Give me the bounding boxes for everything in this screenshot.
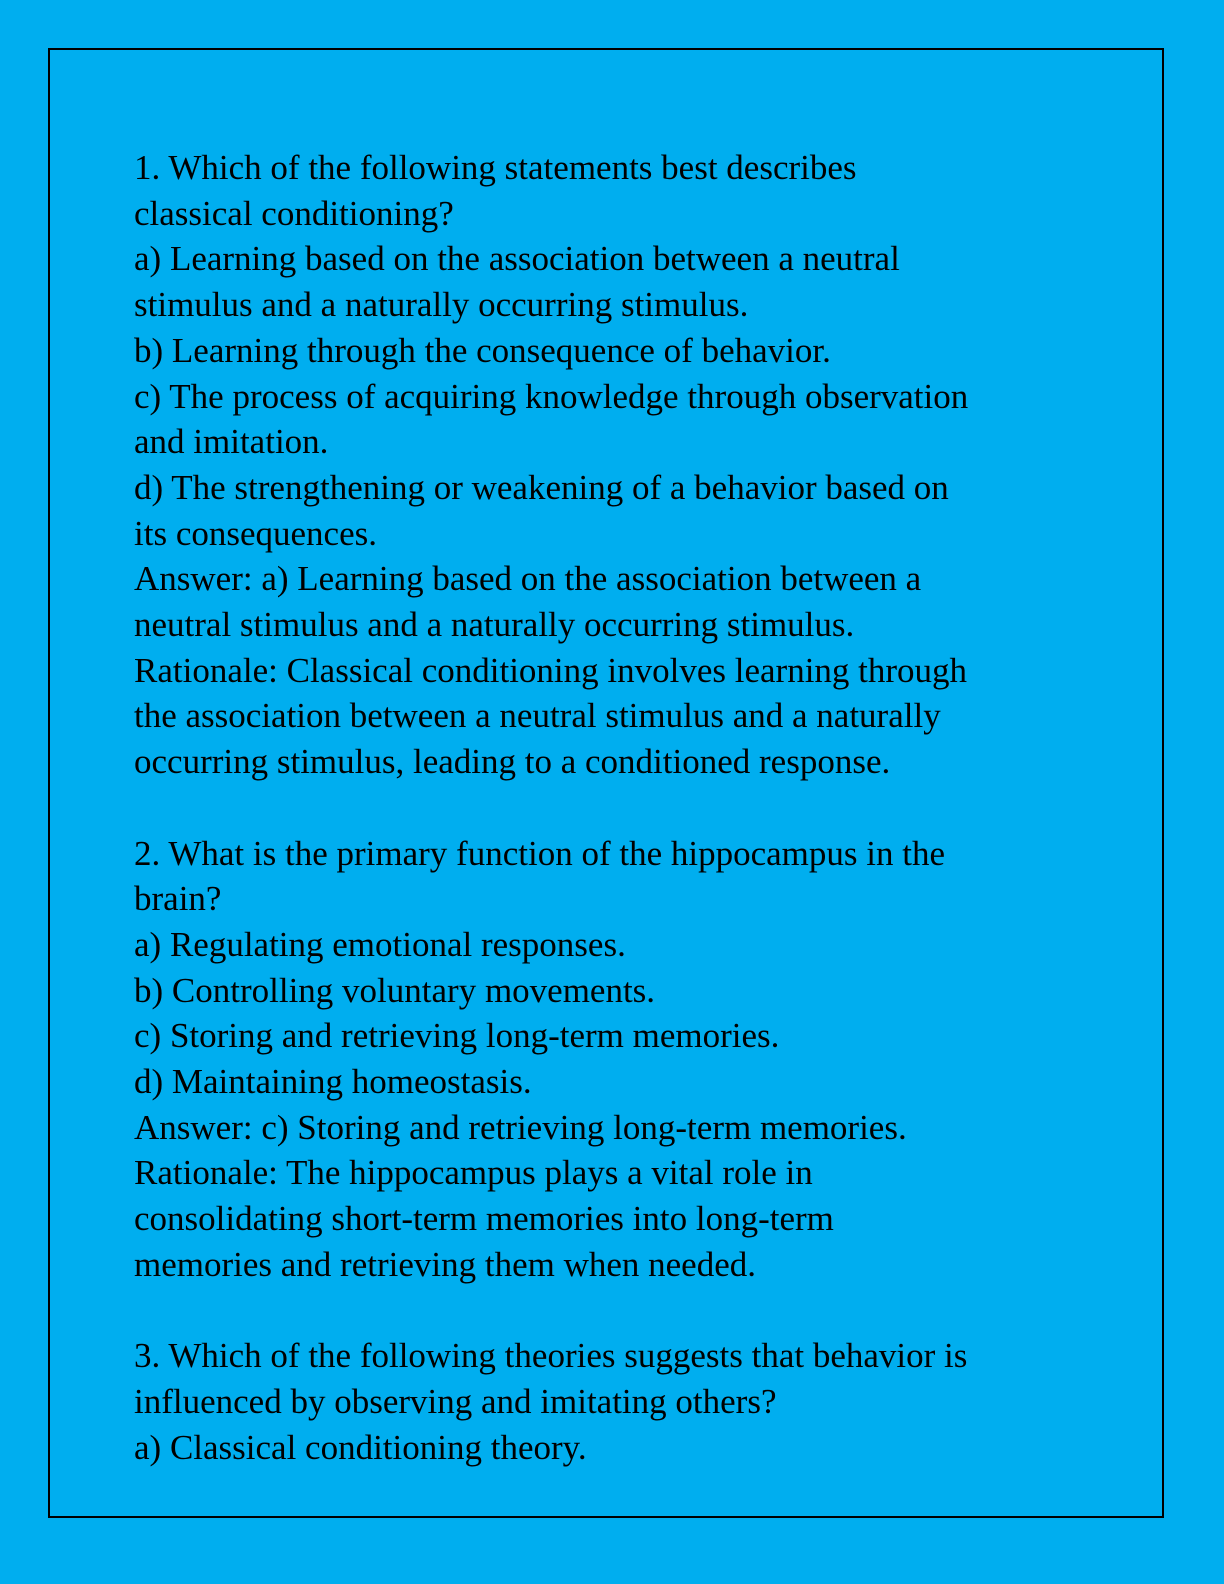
- option-d-text: d) Maintaining homeostasis.: [134, 1062, 532, 1102]
- option-d-text: its consequences.: [134, 513, 377, 553]
- question-1-text: 1. Which of the following statements best describes: [134, 148, 857, 187]
- question-1-text: classical conditioning?: [134, 193, 454, 233]
- answer-text: neutral stimulus and a naturally occurring stimulus.: [134, 605, 855, 645]
- question-3-text: influenced by observing and imitating others?: [134, 1381, 777, 1421]
- quiz-content: [134, 145, 1094, 1470]
- option-a-text: a) Classical conditioning theory.: [134, 1427, 587, 1467]
- option-c-text: c) Storing and retrieving long-term memories.: [134, 1016, 780, 1056]
- option-d-text: d) The strengthening or weakening of a behavior based on: [134, 467, 949, 507]
- option-a-text: stimulus and a naturally occurring stimulus.: [134, 285, 749, 325]
- answer-text: Answer: a) Learning based on the association between a: [134, 559, 922, 599]
- question-3-text: 3. Which of the following theories suggests that behavior is: [134, 1336, 968, 1376]
- rationale-text: Rationale: The hippocampus plays a vital role in: [134, 1153, 813, 1193]
- rationale-text: consolidating short-term memories into long-term: [134, 1199, 834, 1239]
- option-b-text: b) Learning through the consequence of behavior.: [134, 330, 831, 370]
- option-b-text: b) Controlling voluntary movements.: [134, 970, 656, 1010]
- rationale-text: the association between a neutral stimulus and a naturally: [134, 696, 941, 736]
- answer-text: Answer: c) Storing and retrieving long-term memories.: [134, 1107, 907, 1147]
- rationale-text: occurring stimulus, leading to a conditioned response.: [134, 742, 891, 782]
- option-c-text: and imitation.: [134, 422, 329, 462]
- question-block-3: [134, 1333, 1094, 1470]
- rationale-text: memories and retrieving them when needed.: [134, 1244, 757, 1284]
- question-block-2: [134, 831, 1094, 1288]
- question-block-1: [134, 145, 1094, 785]
- option-a-text: a) Learning based on the association between a neutral: [134, 239, 900, 279]
- option-c-text: c) The process of acquiring knowledge through observation: [134, 376, 969, 416]
- question-2-text: 2. What is the primary function of the hippocampus in the: [134, 833, 945, 873]
- rationale-text: Rationale: Classical conditioning involves learning through: [134, 650, 968, 690]
- question-2-text: brain?: [134, 879, 222, 919]
- option-a-text: a) Regulating emotional responses.: [134, 924, 626, 964]
